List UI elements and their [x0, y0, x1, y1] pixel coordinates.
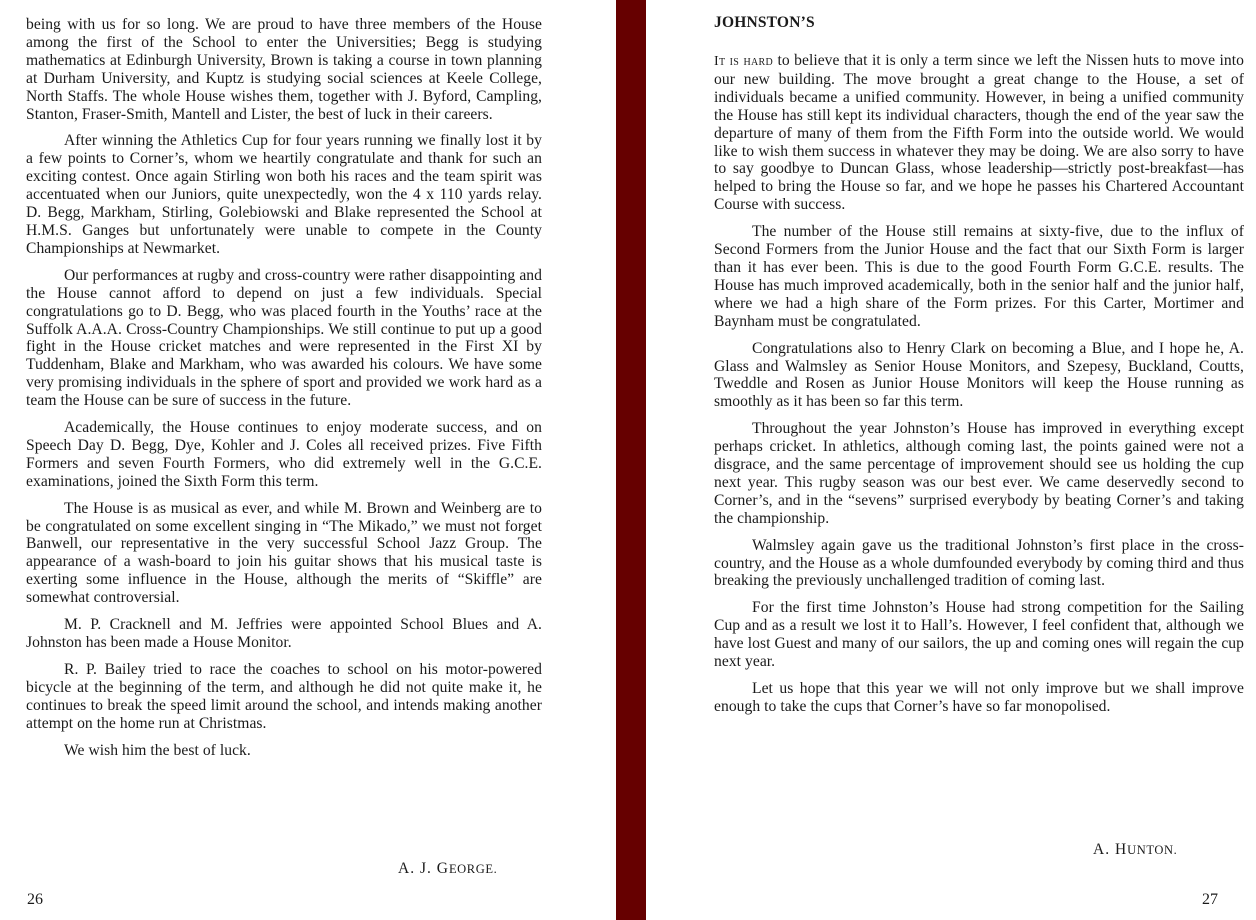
paragraph-text: to believe that it is only a term since we left the Nissen huts to move into our new building. The move brought a great change to the House, a set of individuals became a unified community. However, in being a unified community the House has still kept its individual characters, though the end of the year saw the departure of many of them from the Fifth Form into the outside world. We would like to wish them success in whatever they may be doing. We are also sorry to have to say goodbye to Duncan Glass, whose leadership—strictly post-breakfast—has helped to bring the House so far, and we hope he passes his Chartered Accountant Course with success.: [714, 52, 1244, 214]
page-number: 27: [1202, 891, 1218, 908]
paragraph: Our performances at rugby and cross-country were rather disappointing and the House cannot afford to depend on just a few individuals. Special congratulations go to D. Begg, who was placed fourth in the Youths’ race at the Suffolk A.A.A. Cross-Country Championships. We still continue to put up a good fight in the House cricket matches and were represented in the First XI by Tuddenham, Blake and Markham, who was awarded his colours. We have some very promising individuals in the sphere of sport and provided we work hard as a team the House can be sure of success in the future.: [26, 266, 542, 410]
right-page: [646, 0, 1256, 920]
paragraph: We wish him the best of luck.: [64, 741, 251, 759]
paragraph: being with us for so long. We are proud to have three members of the House among the first of the School to enter the Universities; Begg is studying mathematics at Edinburgh University, Brown is taking a course in town planning at Durham University, and Kuptz is studying social sciences at Keele College, North Staffs. The whole House wishes them, together with J. Byford, Campling, Stanton, Fraser-Smith, Mantell and Lister, the best of luck in their careers.: [26, 16, 542, 123]
signature-surname-rest: UNTON.: [1127, 843, 1178, 857]
paragraph: Academically, the House continues to enjoy moderate success, and on Speech Day D. Begg, Dye, Kohler and J. Coles all received prizes. Five Fifth Formers and seven Fourth Formers, who did extremely well in the G.C.E. examinations, joined the Sixth Form this term.: [26, 419, 542, 490]
signature-initials: A.: [1093, 841, 1115, 858]
paragraph: Throughout the year Johnston’s House has improved in everything except perhaps cricket. In athletics, although coming last, the points gained were not a disgrace, and the same percentage of improvement should see us holding the cup next year. This rugby season was our best ever. We came deservedly second to Corner’s, and in the “sevens” surprised everybody by beating Corner’s and taking the championship.: [714, 420, 1244, 527]
paragraph: Walmsley again gave us the traditional Johnston’s first place in the cross-country, and the House as a whole dumfounded everybody by coming third and thus breaking the previously unchallenged tradition of coming last.: [714, 536, 1244, 590]
author-signature: [1093, 841, 1177, 859]
paragraph: Let us hope that this year we will not only improve but we shall improve enough to take the cups that Corner’s have so far monopolised.: [714, 680, 1244, 715]
author-signature: [398, 860, 497, 878]
paragraph: M. P. Cracknell and M. Jeffries were appointed School Blues and A. Johnston has been made a House Monitor.: [26, 616, 542, 651]
lead-in-smallcaps: It is hard: [714, 54, 773, 69]
paragraph: Congratulations also to Henry Clark on becoming a Blue, and I hope he, A. Glass and Walmsley as Senior House Monitors, and Szepesy, Buckland, Coutts, Tweddle and Rosen as Junior House Monitors will keep the House running as smoothly as it has been so far this term.: [714, 339, 1244, 411]
left-page-body: [26, 16, 542, 768]
right-page-body: [714, 52, 1244, 725]
page-number: 26: [27, 891, 43, 908]
book-spine-divider: [616, 0, 646, 920]
paragraph: After winning the Athletics Cup for four years running we finally lost it by a few points to Corner’s, whom we heartily congratulate and thank for such an exciting contest. Once again Stirling won both his races and the team spirit was accentuated when our Juniors, quite unexpectedly, won the 4 x 110 yards relay. D. Begg, Markham, Stirling, Golebiowski and Blake represented the School at H.M.S. Ganges but unfortunately were unable to compete in the County Championships at Newmarket.: [26, 132, 542, 257]
signature-surname-initial: G: [436, 860, 449, 877]
paragraph: The number of the House still remains at sixty-five, due to the influx of Second Formers from the Junior House and the fact that our Sixth Form is larger than it has ever been. This is due to the good Fourth Form G.C.E. results. The House has much improved academically, both in the senior half and the junior half, where we had a high share of the Form prizes. For this Carter, Mortimer and Baynham must be congratulated.: [714, 223, 1244, 330]
signature-initials: A. J.: [398, 860, 437, 877]
left-page: [0, 0, 616, 920]
paragraph: [714, 52, 1244, 214]
paragraph: R. P. Bailey tried to race the coaches to school on his motor-powered bicycle at the beginning of the term, and although he did not quite make it, he continues to break the speed limit around the school, and intends making another attempt on the home run at Christmas.: [26, 660, 542, 732]
signature-surname-initial: H: [1114, 841, 1128, 858]
paragraph: For the first time Johnston’s House had strong competition for the Sailing Cup and as a result we lost it to Hall’s. However, I feel confident that, although we have lost Guest and many of our sailors, the up and coming ones will regain the cup next year.: [714, 599, 1244, 671]
section-heading: JOHNSTON’S: [714, 14, 815, 31]
paragraph: The House is as musical as ever, and while M. Brown and Weinberg are to be congratulated on some excellent singing in “The Mikado,” we must not forget Banwell, our representative in the very successful School Jazz Group. The appearance of a wash-board to join his guitar shows that his musical taste is exerting some influence in the House, although the merits of “Skiffle” are somewhat controversial.: [26, 499, 542, 607]
signature-surname-rest: EORGE.: [448, 862, 498, 876]
